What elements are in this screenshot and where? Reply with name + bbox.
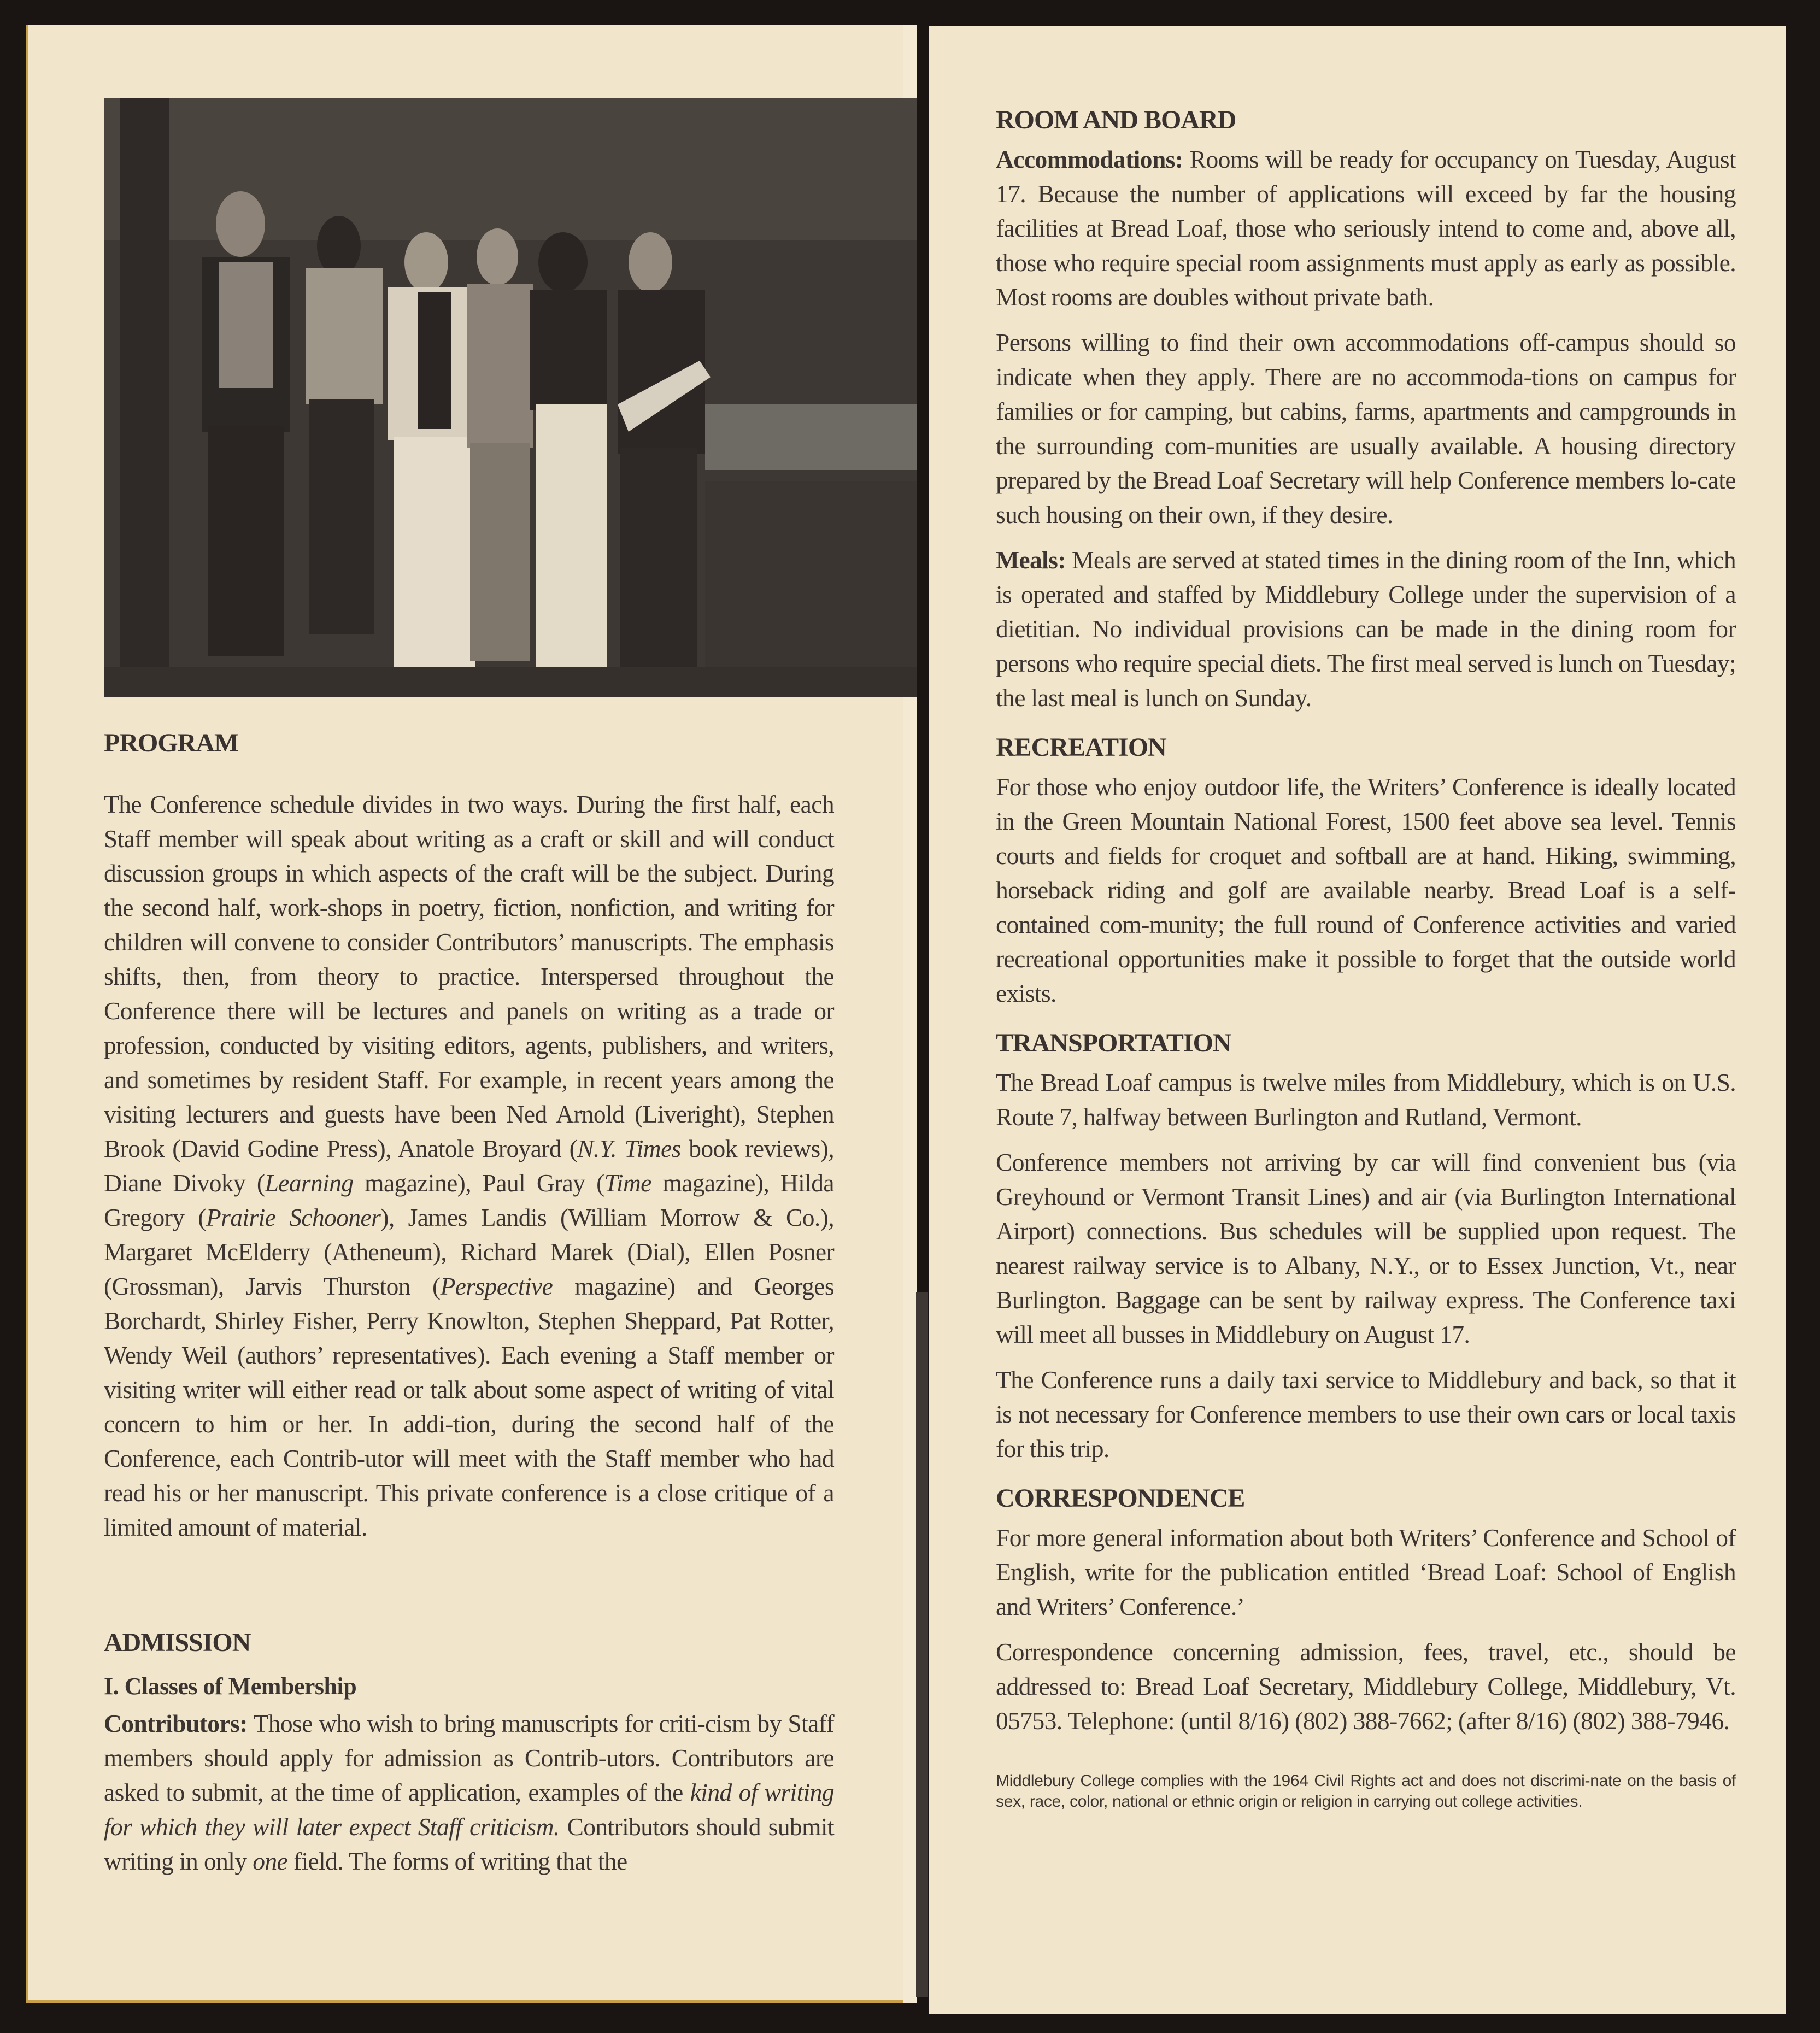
program-italic-learning: Learning <box>265 1169 354 1197</box>
meals-paragraph <box>996 543 1736 715</box>
contributors-italic-1: kind of writing for which they will later expect Staff criticism. <box>104 1778 834 1841</box>
civil-rights-notice: Middlebury College complies with the 1964 Civil Rights act and does not discrimi-nate on the basis of sex, race, color, national or ethnic origin or religion in carrying out college activities. <box>996 1772 1736 1811</box>
group-walking-photo <box>104 98 917 697</box>
recreation-paragraph: For those who enjoy outdoor life, the Writers’ Conference is ideally located in the Green Mountain National Forest, 1500 feet above sea level. Tennis courts and fields for croquet and softball are at hand. Hiking, swimming, horseback riding and golf are available nearby. Bread Loaf is a self-contained com-munity; the full round of Conference activities and varied recreational opportunities make it possible to forget that the outside world exists. <box>996 773 1736 1007</box>
contributors-label: Contributors: <box>104 1709 248 1737</box>
contributors-text-1: Those who wish to bring manuscripts for criti-cism by Staff members should apply for admission as Contrib-utors. Contributors are asked to submit, at the time of application, examples of the <box>104 1709 834 1806</box>
left-column <box>104 727 834 1878</box>
program-text-1: The Conference schedule divides in two ways. During the first half, each Staff member will speak about writing as a craft or skill and will conduct discussion groups in which aspects of the craft will be the subject. During the second half, work-shops in poetry, fiction, nonfiction, and writing for children will convene to consider Contributors’ manuscripts. The emphasis shifts, then, from theory to practice. Interspersed throughout the Conference there will be lectures and panels on writing as a trade or profession, conducted by visiting editors, agents, publishers, and writers, and sometimes by resident Staff. For example, in recent years among the visiting lecturers and guests have been Ned Arnold (Liveright), Stephen Brook (David Godine Press), Anatole Broyard ( <box>104 790 834 1162</box>
photo-illustration <box>104 98 917 697</box>
program-italic-time: Time <box>604 1169 651 1197</box>
program-text-3: magazine), Paul Gray ( <box>353 1169 604 1197</box>
program-heading: PROGRAM <box>104 728 239 757</box>
program-italic-prairie-schooner: Prairie Schooner <box>206 1203 381 1231</box>
contributors-text-3: field. The forms of writing that the <box>287 1847 627 1875</box>
transportation-paragraph-3: The Conference runs a daily taxi service to Middlebury and back, so that it is not necessary for Conference members to use their own cars or local taxis for this trip. <box>996 1366 1736 1462</box>
offcampus-paragraph: Persons willing to find their own accommodations off-campus should so indicate when they apply. There are no accommoda-tions on campus for families or for camping, but cabins, farms, apartments and campgrounds in the surrounding com-munities are usually available. A housing directory prepared by the Bread Loaf Secretary will help Conference members lo-cate such housing on their own, if they desire. <box>996 328 1736 528</box>
correspondence-paragraph-1: For more general information about both Writers’ Conference and School of English, write for the publication entitled ‘Bread Loaf: School of English and Writers’ Conference.’ <box>996 1524 1736 1620</box>
contributors-paragraph <box>104 1706 834 1878</box>
program-body <box>104 787 834 1544</box>
transportation-heading: TRANSPORTATION <box>996 1029 1231 1057</box>
recreation-heading: RECREATION <box>996 733 1166 762</box>
classes-of-membership-subheading: I. Classes of Membership <box>104 1673 357 1700</box>
correspondence-heading: CORRESPONDENCE <box>996 1484 1245 1513</box>
transportation-paragraph-2: Conference members not arriving by car will find convenient bus (via Greyhound or Vermont Transit Lines) and air (via Burlington International Airport) connections. Bus schedules will be supplied upon request. The nearest railway service is to Albany, N.Y., or to Essex Junction, Vt., near Burlington. Baggage can be sent by railway express. The Conference taxi will meet all busses in Middlebury on August 17. <box>996 1148 1736 1348</box>
spine-divider <box>916 1292 928 1997</box>
program-text-4: magazine), Hilda Gregory ( <box>104 1169 834 1231</box>
program-text-5: ), James Landis (William Morrow & Co.), Margaret McElderry (Atheneum), Richard Marek (Dial), Ellen Posner (Grossman), Jarvis Thurston ( <box>104 1203 834 1300</box>
accommodations-paragraph <box>996 142 1736 314</box>
program-text-2: book reviews), Diane Divoky ( <box>104 1135 834 1197</box>
meals-text: Meals are served at stated times in the dining room of the Inn, which is operated and staffed by Middlebury College under the supervision of a dietitian. No individual provisions can be made in the dining room for persons who require special diets. The first meal served is lunch on Tuesday; the last meal is lunch on Sunday. <box>996 546 1736 712</box>
accommodations-text: Rooms will be ready for occupancy on Tuesday, August 17. Because the number of applications will exceed by far the housing facilities at Bread Loaf, those who seriously intend to come and, above all, those who require special room assignments must apply as early as possible. Most rooms are doubles without private bath. <box>996 145 1736 311</box>
correspondence-paragraph-2: Correspondence concerning admission, fees, travel, etc., should be addressed to: Bread Loaf Secretary, Middlebury College, Middlebury, Vt. 05753. Telephone: (until 8/16) (802) 388-7662; (after 8/16) (802) 388-7946. <box>996 1638 1736 1735</box>
admission-heading: ADMISSION <box>104 1628 251 1657</box>
meals-label: Meals: <box>996 546 1066 574</box>
transportation-paragraph-1: The Bread Loaf campus is twelve miles from Middlebury, which is on U.S. Route 7, halfway between Burlington and Rutland, Vermont. <box>996 1068 1736 1131</box>
contributors-text-2: Contributors should submit writing in only <box>104 1813 834 1875</box>
accommodations-label: Accommodations: <box>996 145 1183 173</box>
right-column <box>996 104 1736 1812</box>
program-italic-ny-times: N.Y. Times <box>577 1135 681 1162</box>
room-and-board-heading: ROOM AND BOARD <box>996 105 1236 134</box>
program-italic-perspective: Perspective <box>440 1272 553 1300</box>
program-text-6: magazine) and Georges Borchardt, Shirley Fisher, Perry Knowlton, Stephen Sheppard, Pat Rotter, Wendy Weil (authors’ representatives). Each evening a Staff member or visiting writer will either read or talk about some aspect of writing of vital concern to him or her. In addi-tion, during the second half of the Conference, each Contrib-utor will meet with the Staff member who had read his or her manuscript. This private conference is a close critique of a limited amount of material. <box>104 1272 834 1541</box>
contributors-italic-one: one <box>253 1847 288 1875</box>
